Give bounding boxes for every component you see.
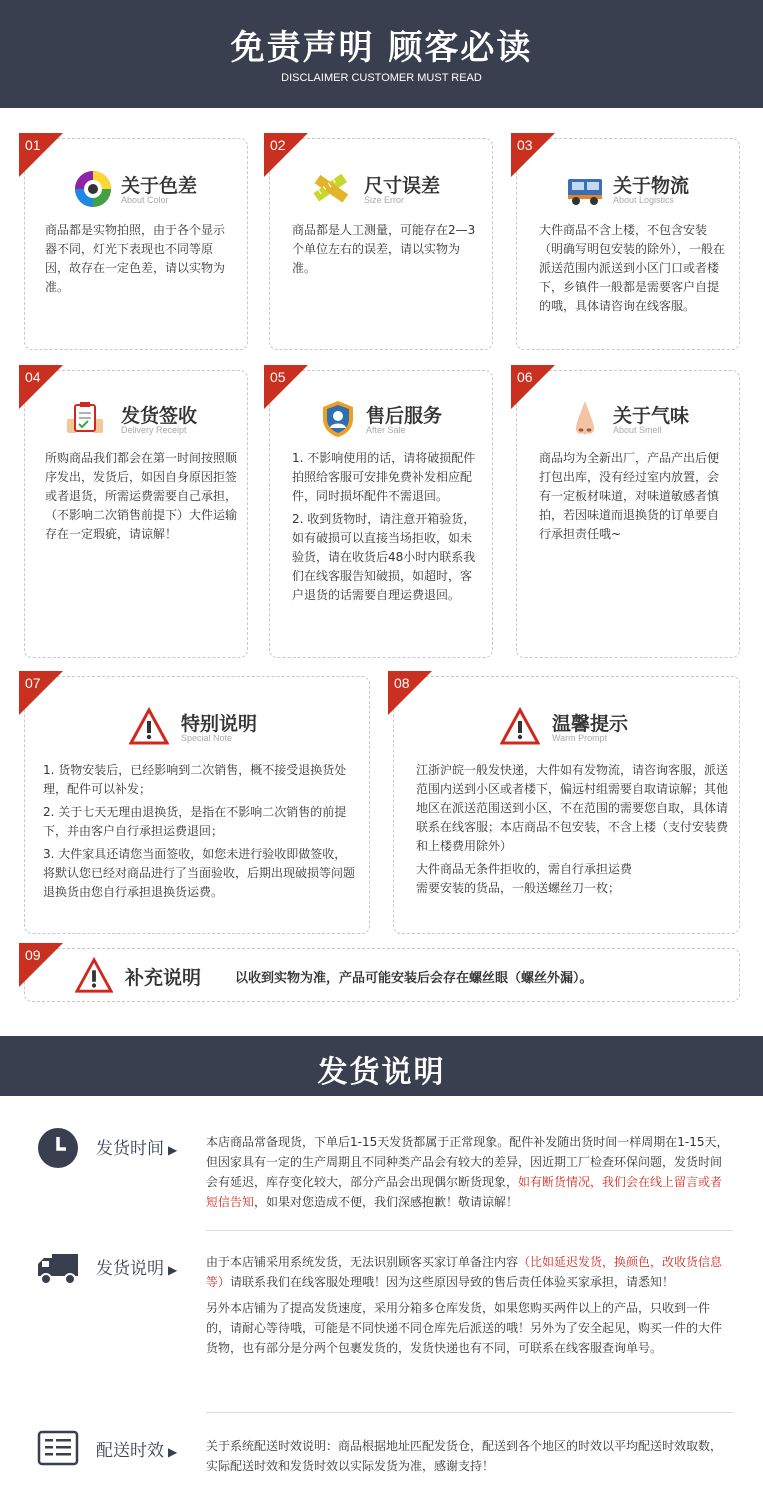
card-number-badge: 06 [511,365,555,409]
clock-icon [36,1126,80,1170]
shipping-text: 本店商品常备现货，下单后1-15天发货都属于正常现象。配件补发随出货时间一样周期在1-15天，但因家具有一定的生产周期且不同种类产品会有较大的差异，因近期工厂检查环保问题，发货时间会有延迟，库存变化较大，部分产品会出现偶尔断货现象，如有断货情况，我们会在线上留言或者短信告知，如果对您造成不便，我们深感抱歉！敬请谅解！ [206,1135,729,1209]
card-title: 尺寸误差 [364,175,441,197]
card-subtitle: About Logistics [613,195,675,205]
card-number-badge: 04 [19,365,63,409]
card-subtitle: Warm Prompt [552,733,608,743]
card-number-badge: 09 [19,943,63,987]
card-about-color [24,138,248,350]
card-title: 温馨提示 [552,713,629,735]
truck-icon [565,169,605,209]
card-body: 商品都是人工测量，可能存在2—3个单位左右的误差，请以实物为准。 [292,223,476,275]
color-wheel-icon [73,169,113,209]
warning-icon [500,707,540,747]
card-about-logistics [516,138,740,350]
card-body: 大件商品不含上楼，不包含安装（明确写明包安装的除外），一般在派送范围内派送到小区门口或者楼下，乡镇件一般都是需要客户自提的哦，具体请咨询在线客服。 [539,223,726,313]
shipping-text: 关于系统配送时效说明：商品根据地址匹配发货仓，配送到各个地区的时效以平均配送时效取数，实际配送时效和发货时效以实际发货为准，感谢支持！ [206,1439,723,1473]
clipboard-icon [65,399,105,439]
shield-user-icon [318,399,358,439]
card-subtitle: About Color [121,195,169,205]
card-number-badge: 08 [388,671,432,715]
card-body: 1. 不影响使用的话，请将破损配件拍照给客服可安排免费补发相应配件，同时损坏配件不需退回。 2. 收到货物时，请注意开箱验货，如有破损可以直接当场拒收，如未验货，请在收货后48小时内联系我们在线客服告知破损，如超时，客户退货的话需要自理运费退回。 [292,451,476,602]
card-supplement [24,948,740,1002]
disclaimer-banner [0,0,763,108]
card-body: 1. 货物安装后，已经影响到二次销售，概不接受退换货处理，配件可以补发； 2. 关于七天无理由退换货，是指在不影响二次销售的前提下，并由客户自行承担运费退回； 3. 大件家具还请您当面签收，如您未进行验收即做签收，将默认您已经对商品进行了当面验收，后期出现破损等问题退换货由您自行承担退换货运费。 [43,763,356,899]
shipping-time-row [0,1124,763,1224]
ruler-icon [310,169,350,209]
card-subtitle: Special Note [181,733,233,743]
nose-icon [565,399,605,439]
divider [206,1412,733,1413]
card-warm-prompt [393,676,740,934]
disclaimer-title: 免责声明 顾客必读 [230,28,533,68]
shipping-label: 配送时效 ▶ [96,1441,178,1461]
card-special-note [24,676,370,934]
shipping-note-row [0,1244,763,1394]
shipping-banner [0,1036,763,1096]
card-number-badge: 05 [264,365,308,409]
card-subtitle: After Sale [366,425,406,435]
divider [206,1230,733,1231]
card-title: 售后服务 [366,405,443,427]
shipping-label: 发货时间 ▶ [96,1139,178,1159]
card-subtitle: Delivery Receipt [121,425,187,435]
card-number-badge: 03 [511,133,555,177]
warning-icon [75,957,113,995]
card-body: 商品均为全新出厂，产品产出后便打包出库，没有经过室内放置，会有一定板材味道，对味道敏感者慎拍，若因味道而退换货的订单要自行承担责任哦~ [539,451,720,541]
truck-icon [36,1246,80,1290]
shipping-title: 发货说明 [317,1055,446,1090]
card-after-sale [269,370,493,658]
card-title: 关于色差 [121,175,198,197]
card-body: 商品都是实物拍照，由于各个显示器不同，灯光下表现也不同等原因，故存在一定色差，请以实物为准。 [45,223,226,294]
card-size-error [269,138,493,350]
card-number-badge: 07 [19,671,63,715]
card-delivery-receipt [24,370,248,658]
card-number-badge: 01 [19,133,63,177]
card-subtitle: Size Error [364,195,405,205]
card-body: 以收到实物为准，产品可能安装后会存在螺丝眼（螺丝外漏）。 [235,971,593,986]
delivery-time-row [0,1426,763,1486]
card-title: 关于气味 [613,405,690,427]
card-subtitle: About Smell [613,425,662,435]
card-title: 发货签收 [121,405,198,427]
disclaimer-subtitle: DISCLAIMER CUSTOMER MUST READ [281,72,482,84]
card-body: 江浙沪皖一般发快递，大件如有发物流，请咨询客服，派送范围内送到小区或者楼下，偏远村组需要自取请谅解；其他地区在派送范围送到小区，不在范围的需要您自取，具体请联系在线客服；本店商品不包安装，不含上楼（支付安装费和上楼费用除外） 大件商品无条件拒收的，需自行承担运费 需要安装的货品，一般送螺丝刀一枚； [416,763,729,895]
card-title: 关于物流 [613,175,690,197]
list-card-icon [36,1426,80,1470]
shipping-text: 由于本店铺采用系统发货，无法识别顾客买家订单备注内容（比如延迟发货，换颜色，改收货信息等）请联系我们在线客服处理哦！因为这些原因导致的售后责任体验买家承担，请悉知！ 另外本店铺为了提高发货速度，采用分箱多仓库发货，如果您购买两件以上的产品，只收到一件的，请耐心等待哦，可能是不同快递不同仓库先后派送的哦！另外为了安全起见，购买一件的大件货物，也有部分是分两个包裹发货的，发货快递也有不同，可联系在线客服查询单号。 [206,1255,723,1355]
shipping-label: 发货说明 ▶ [96,1259,178,1279]
card-title: 补充说明 [125,967,202,989]
warning-icon [129,707,169,747]
card-body: 所购商品我们都会在第一时间按照顺序发出，发货后，如因自身原因拒签或者退货，所需运费需要自己承担，（不影响二次销售前提下）大件运输存在一定瑕疵，请谅解！ [45,451,238,541]
card-number-badge: 02 [264,133,308,177]
card-about-smell [516,370,740,658]
card-title: 特别说明 [181,713,258,735]
